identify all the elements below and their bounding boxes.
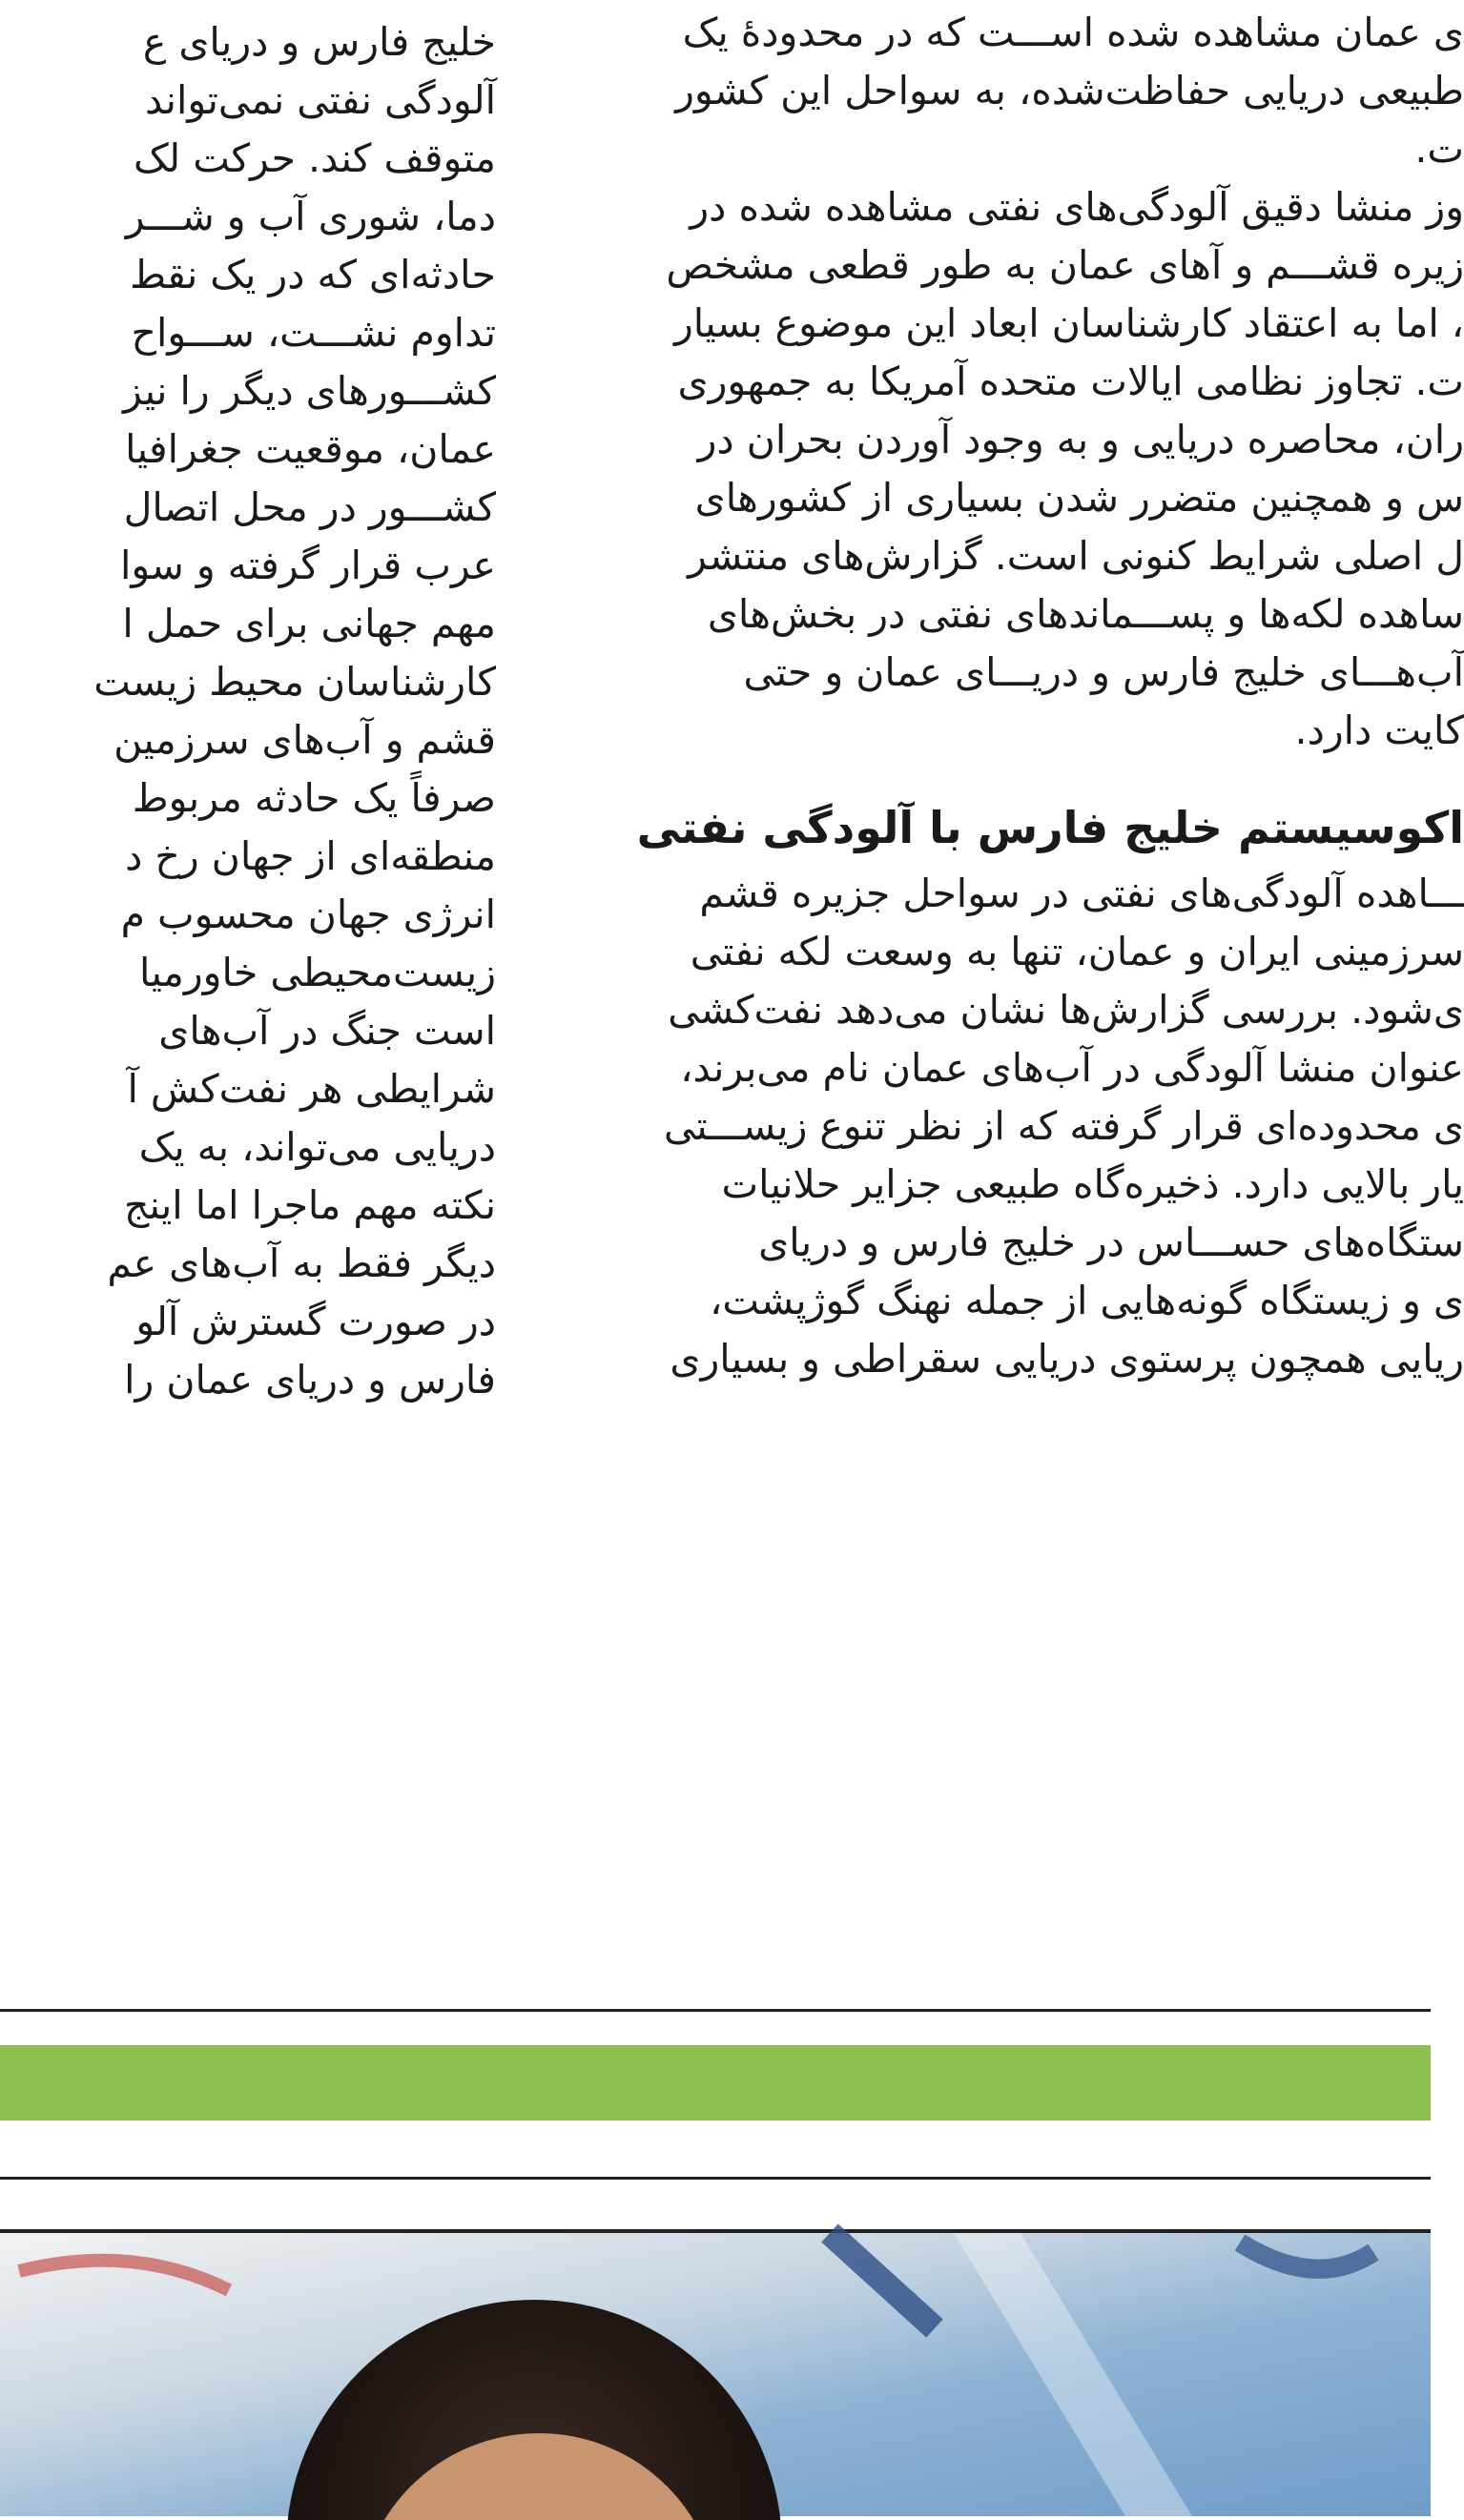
left-article-column <box>0 13 496 1409</box>
right-column-line: سرزمینی ایران و عمان، تنها به وسعت لکه نفتی <box>690 929 1464 974</box>
photo-illustration <box>0 2233 1431 2516</box>
green-color-band <box>0 2045 1431 2120</box>
right-column-line: آب‌هـــای خلیج فارس و دریـــای عمان و حتی <box>743 649 1464 695</box>
left-column-line: قشم و آب‌های سرزمین <box>113 717 496 763</box>
left-column-line: کارشناسان محیط زیست <box>93 659 496 705</box>
left-column-line: منطقه‌ای از جهان رخ د <box>125 833 496 879</box>
right-column-line: وز منشا دقیق آلودگی‌های نفتی مشاهده شده در <box>690 184 1464 230</box>
right-column-line: ل اصلی شرایط کنونی است. گزارش‌های منتشر <box>688 533 1464 579</box>
left-column-line: عمان، موقعیت جغرافیا <box>125 426 496 472</box>
left-column-line: صرفاً یک حادثه مربوط <box>132 775 496 821</box>
left-column-line: کشـــورهای دیگر را نیز <box>123 368 496 414</box>
left-column-line: آلودگی نفتی نمی‌تواند <box>145 77 496 123</box>
left-column-line: کشـــور در محل اتصال <box>123 484 496 530</box>
left-column-line: است جنگ در آب‌های <box>158 1008 496 1054</box>
right-article-column <box>529 4 1464 1388</box>
right-column-line: طبیعی دریایی حفاظت‌شده، به سواحل این کشور <box>675 68 1464 113</box>
left-column-line: شرایطی هر نفت‌کش آ <box>127 1066 496 1112</box>
left-column-line: فارس و دریای عمان را <box>124 1357 496 1403</box>
divider-rule-mid <box>0 2177 1431 2180</box>
left-column-line: در صورت گسترش آلو <box>135 1299 496 1344</box>
right-column-line: زیره قشـــم و آهای عمان به طور قطعی مشخص <box>666 242 1464 288</box>
right-column-line: ساهده لکه‌ها و پســـماندهای نفتی در بخش‌های <box>707 591 1464 637</box>
right-column-line: ستگاه‌های حســـاس در خلیج فارس و دریای <box>758 1219 1464 1265</box>
right-column-line: ی‌شود. بررسی گزارش‌ها نشان می‌دهد نفت‌کشی <box>668 987 1464 1033</box>
left-column-line: تداوم نشـــت، ســـواح <box>131 310 496 356</box>
right-column-paragraphs <box>529 4 1464 760</box>
left-column-line: متوقف کند. حرکت لک <box>133 135 496 181</box>
left-column-line: مهم جهانی برای حمل ا <box>122 601 496 646</box>
right-column-section-body <box>529 865 1464 1388</box>
right-column-line: ریایی همچون پرستوی دریایی سقراطی و بسیاری <box>670 1336 1464 1382</box>
divider-rule-top <box>0 2009 1431 2012</box>
right-column-line: ت. <box>1414 126 1464 172</box>
right-column-line: عنوان منشا آلودگی در آب‌های عمان نام می‌برند، <box>680 1045 1464 1091</box>
right-column-line: یار بالایی دارد. ذخیره‌گاه طبیعی جزایر حلانیات <box>721 1161 1464 1207</box>
right-column-line: ی محدوده‌ای قرار گرفته که از نظر تنوع زیســـتی <box>664 1103 1464 1149</box>
right-column-line: ران، محاصره دریایی و به وجود آوردن بحران در <box>697 417 1464 462</box>
left-column-line: نکته مهم ماجرا اما اینج <box>124 1182 496 1228</box>
right-column-line: ـــاهده آلودگی‌های نفتی در سواحل جزیره قشم <box>699 871 1464 916</box>
left-column-line: دریایی می‌تواند، به یک <box>138 1124 496 1170</box>
left-column-line: عرب قرار گرفته و سوا <box>119 543 496 588</box>
left-column-line: انرژی جهان محسوب م <box>120 891 496 937</box>
news-photo <box>0 2233 1431 2516</box>
left-column-line: زیست‌محیطی خاورمیا <box>139 950 496 995</box>
left-column-line: دیگر فقط به آب‌های عم <box>107 1240 496 1286</box>
right-column-line: کایت دارد. <box>1294 707 1464 753</box>
left-column-line: دما، شوری آب و شـــر <box>125 194 496 239</box>
right-column-line: ی و زیستگاه گونه‌هایی از جمله نهنگ گوژپشت، <box>710 1278 1464 1323</box>
left-column-line: حادثه‌ای که در یک نقط <box>130 252 496 297</box>
right-column-line: ، اما به اعتقاد کارشناسان ابعاد این موضوع بسیار <box>673 300 1464 346</box>
left-column-line: خلیج فارس و دریای ع <box>142 19 496 65</box>
section-heading: اکوسیستم خلیج فارس با آلودگی نفتی <box>636 802 1464 853</box>
right-column-line: ی عمان مشاهده شده اســـت که در محدودهٔ یک <box>682 10 1464 55</box>
right-column-line: ت. تجاوز نظامی ایالات متحده آمریکا به جمهوری <box>677 359 1464 404</box>
right-column-line: س و همچنین متضرر شدن بسیاری از کشورهای <box>694 475 1464 521</box>
